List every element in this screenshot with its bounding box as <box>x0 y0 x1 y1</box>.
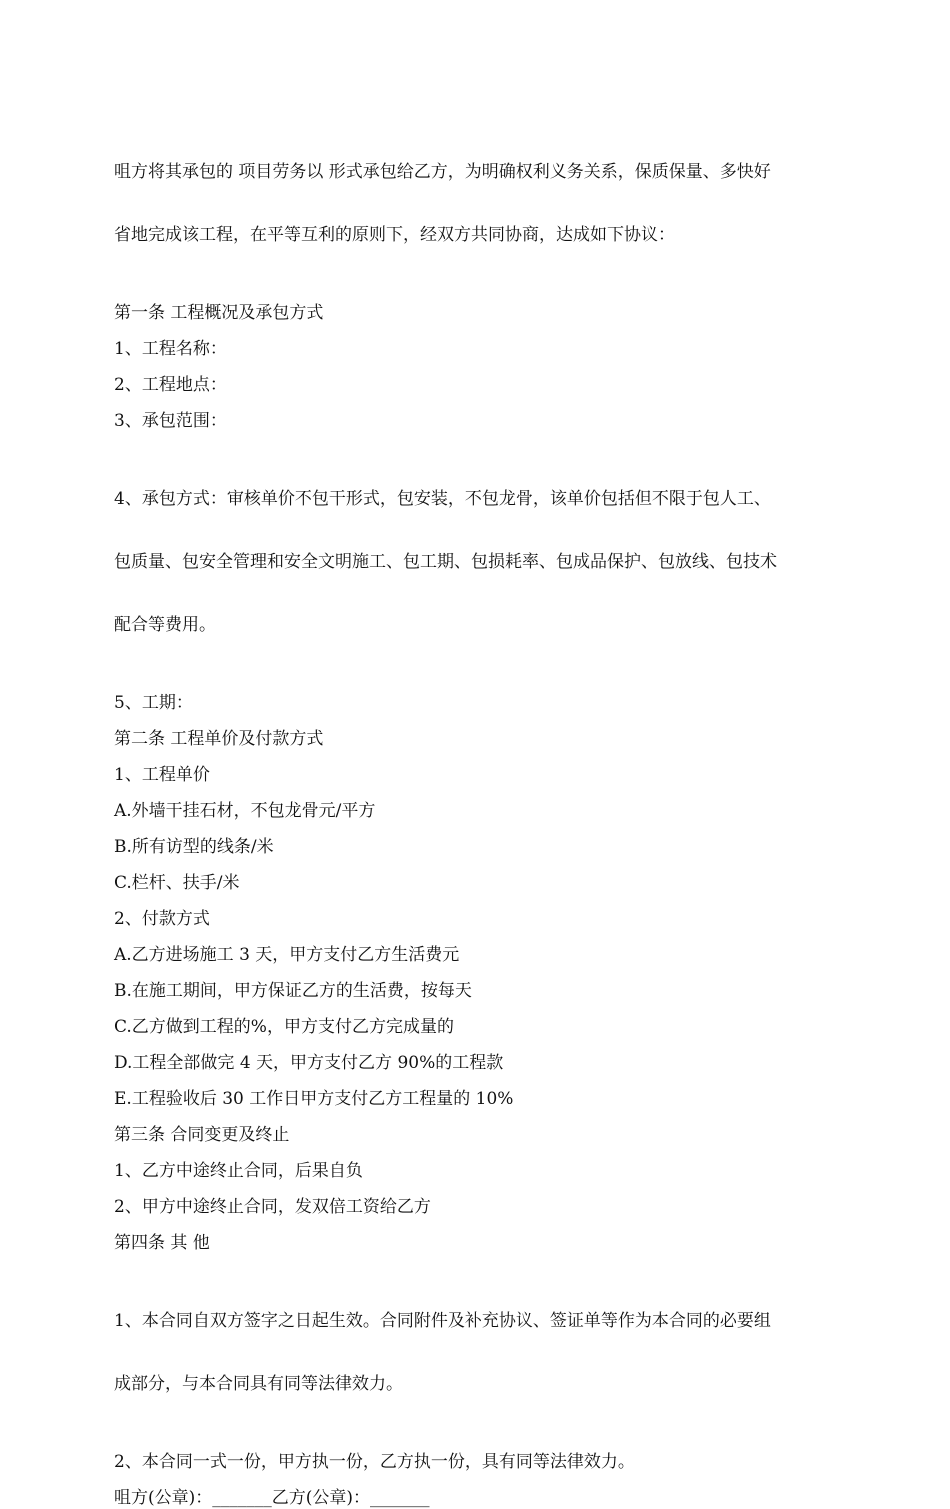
article-4-item-1-line-2: 成部分，与本合同具有同等法律效力。 <box>114 1374 403 1394</box>
intro-line-2: 省地完成该工程，在平等互利的原则下，经双方共同协商，达成如下协议： <box>114 225 675 245</box>
unit-price-item-a: A.外墙干挂石材，不包龙骨元/平方 <box>114 801 376 821</box>
article-1-item-duration: 5、工期： <box>114 693 193 713</box>
article-4-item-1-line-1: 1、本合同自双方签字之日起生效。合同附件及补充协议、签证单等作为本合同的必要组 <box>114 1311 771 1331</box>
article-1-item-contract-method <box>114 447 844 678</box>
article-3-item-2: 2、甲方中途终止合同，发双倍工资给乙方 <box>114 1197 431 1217</box>
unit-price-item-c: C.栏杆、扶手/米 <box>114 873 240 893</box>
intro-line-1: 咀方将其承包的 项目劳务以 形式承包给乙方，为明确权利义务关系，保质保量、多快好 <box>114 162 771 182</box>
contract-method-line-3: 配合等费用。 <box>114 615 216 635</box>
article-1-item-project-name: 1、工程名称： <box>114 339 227 359</box>
article-1-heading: 第一条 工程概况及承包方式 <box>114 303 324 323</box>
payment-item-e: E.工程验收后 30 工作日甲方支付乙方工程量的 10% <box>114 1089 514 1109</box>
contract-document <box>114 120 844 1509</box>
contract-method-line-2: 包质量、包安全管理和安全文明施工、包工期、包损耗率、包成品保护、包放线、包技术 <box>114 552 777 572</box>
article-1-item-scope: 3、承包范围： <box>114 411 227 431</box>
article-1-item-project-location: 2、工程地点： <box>114 375 227 395</box>
article-3-item-1: 1、乙方中途终止合同，后果自负 <box>114 1161 363 1181</box>
payment-item-a: A.乙方进场施工 3 天，甲方支付乙方生活费元 <box>114 945 460 965</box>
article-4-item-2: 2、本合同一式一份，甲方执一份，乙方执一份，具有同等法律效力。 <box>114 1452 635 1472</box>
payment-item-b: B.在施工期间，甲方保证乙方的生活费，按每天 <box>114 981 472 1001</box>
payment-item-d: D.工程全部做完 4 天，甲方支付乙方 90%的工程款 <box>114 1053 504 1073</box>
article-3-heading: 第三条 合同变更及终止 <box>114 1125 290 1145</box>
intro-paragraph <box>114 120 844 288</box>
unit-price-heading: 1、工程单价 <box>114 765 210 785</box>
payment-heading: 2、付款方式 <box>114 909 210 929</box>
article-2-heading: 第二条 工程单价及付款方式 <box>114 729 324 749</box>
article-4-heading: 第四条 其 他 <box>114 1233 210 1253</box>
signature-line: 咀方(公章)：_______乙方(公章)：_______ <box>114 1488 430 1508</box>
payment-item-c: C.乙方做到工程的%，甲方支付乙方完成量的 <box>114 1017 454 1037</box>
article-4-item-1 <box>114 1269 844 1437</box>
unit-price-item-b: B.所有访型的线条/米 <box>114 837 274 857</box>
contract-method-line-1: 4、承包方式：审核单价不包干形式，包安装，不包龙骨，该单价包括但不限于包人工、 <box>114 489 771 509</box>
